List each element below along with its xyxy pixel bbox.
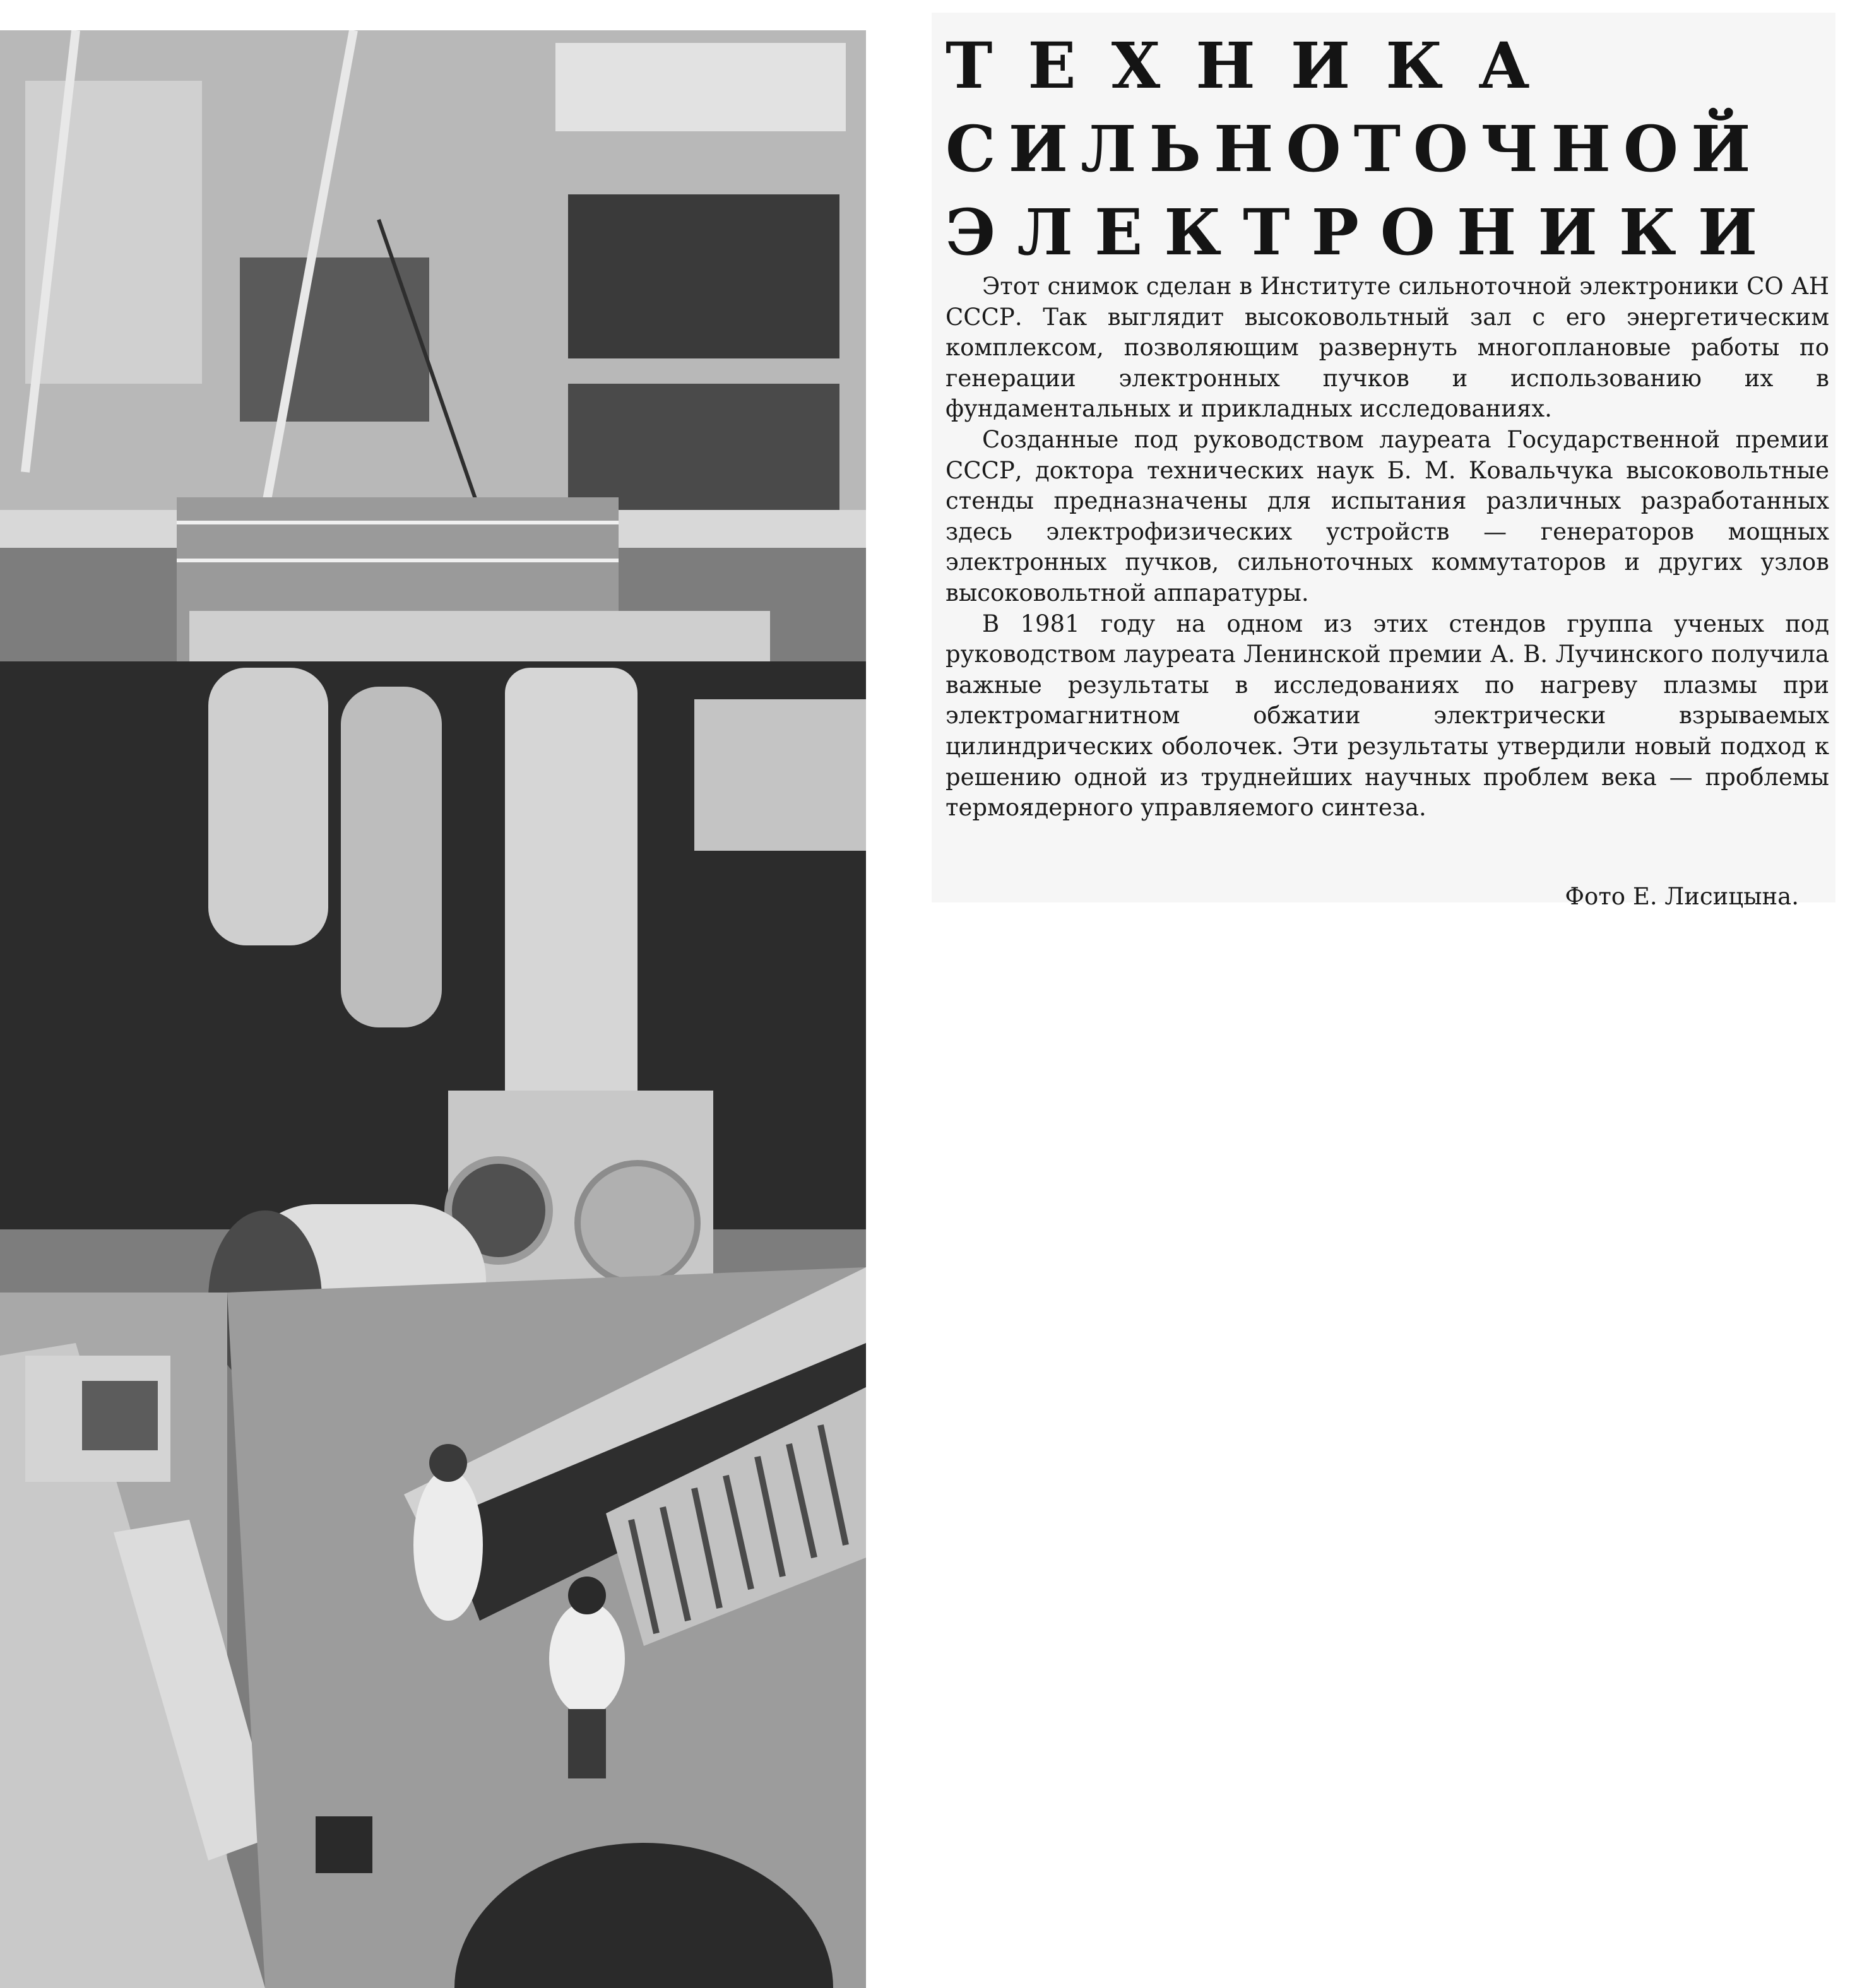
article — [932, 13, 1835, 910]
photo-illustration — [0, 30, 866, 1988]
paragraph-2: Созданные под руководством лауреата Государственной премии СССР, доктора технических наук Б. М. Ковальчука высоковольтные стенды предназначены для испытания различных разработанных здесь электрофизических устройств — генераторов мощных электронных пучков, сильноточных коммутаторов и других узлов высоковольтной аппаратуры. — [946, 425, 1829, 606]
headline-line-3: ЭЛЕКТРОНИКИ — [946, 195, 1779, 269]
article-body — [946, 271, 1829, 824]
headline-line-1: ТЕХНИКА — [946, 28, 1565, 103]
photo-credit: Фото Е. Лисицына. — [1565, 883, 1799, 910]
paragraph-1: Этот снимок сделан в Институте сильноточной электроники СО АН СССР. Так выглядит высоковольтный зал с его энергетическим комплексом, позволяющим развернуть многоплановые работы по генерации электронных пучков и использованию их в фундаментальных и прикладных исследованиях. — [946, 273, 1829, 423]
photo-high-voltage-hall — [0, 30, 866, 1988]
headline-line-2: СИЛЬНОТОЧНОЙ — [946, 112, 1764, 186]
paragraph-3: В 1981 году на одном из этих стендов группа ученых под руководством лауреата Ленинской премии А. В. Лучинского получила важные результаты в исследованиях по нагреву плазмы при электромагнитном обжатии электрически взрываемых цилиндрических оболочек. Эти результаты утвердили новый подход к решению одной из труднейших научных проблем века — проблемы термоядерного управляемого синтеза. — [946, 610, 1829, 822]
headline — [946, 24, 1829, 274]
